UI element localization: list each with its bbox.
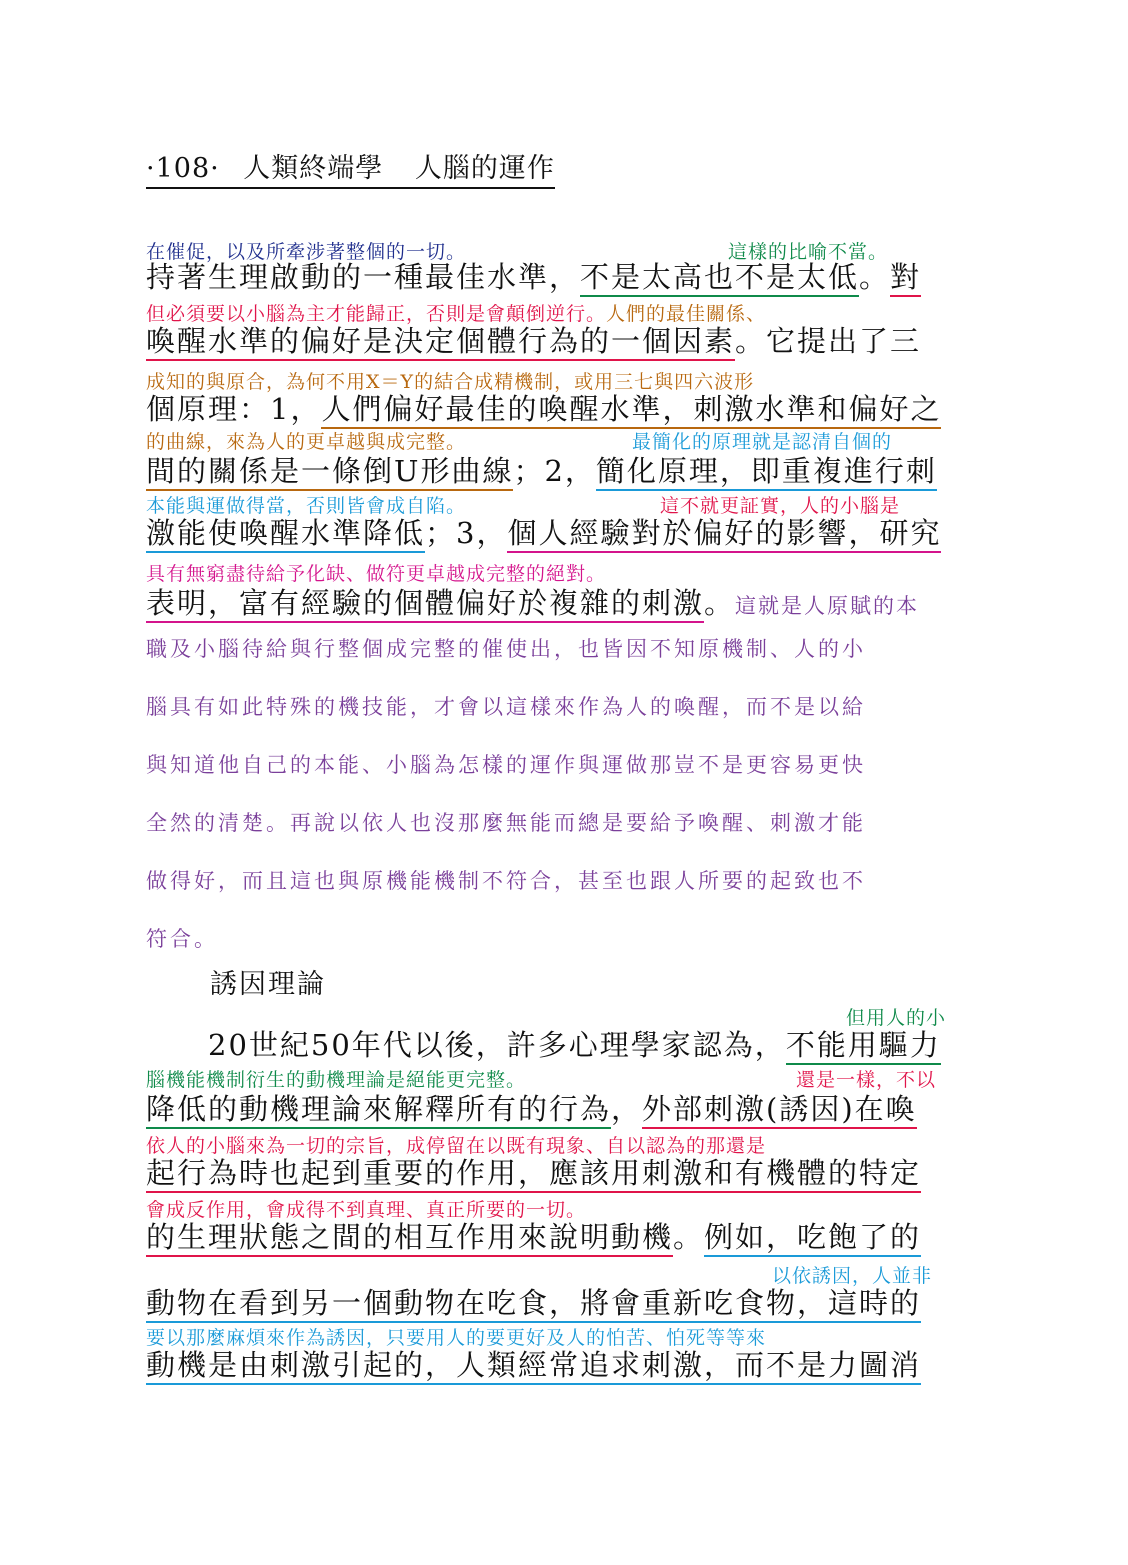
text-run: 20世紀50年代以後，許多心理學家認為，: [208, 1028, 786, 1062]
underlined-run: 間的關係是一條倒U形曲線: [146, 454, 513, 491]
underlined-run: 動物在看到另一個動物在吃食，將會重新吃食物，這時的: [146, 1286, 921, 1323]
text-run: ；2，: [513, 454, 596, 488]
annotation-run: 人們的最佳關係、: [606, 303, 767, 325]
text-run: 。: [859, 260, 891, 294]
underlined-run: 例如，吃飽了的: [704, 1220, 921, 1257]
paragraph-line: 職及小腦待給與行整個成完整的催使出，也皆因不知原機制、人的小: [146, 637, 866, 661]
underlined-run: 降低的動機理論來解釋所有的行為: [146, 1092, 611, 1129]
underlined-run: 動機是由刺激引起的，人類經常追求刺激，而不是力圖消: [146, 1348, 921, 1385]
annotation-line: 要以那麼麻煩來作為誘因，只要用人的要更好及人的怕苦、怕死等等來: [146, 1327, 767, 1349]
annotation-run: 這就是人原賦的本: [735, 594, 920, 618]
text-run: ，: [611, 1092, 643, 1126]
annotation-paragraph: [146, 620, 866, 968]
running-header: [146, 146, 555, 189]
underlined-run: 簡化原理，即重複進行刺: [596, 454, 937, 491]
underlined-run: 喚醒水準的偏好是決定個體行為的一個因素: [146, 324, 735, 361]
paragraph-line: 與知道他自己的本能、小腦為怎樣的運作與運做那豈不是更容易更快: [146, 753, 866, 777]
paragraph-line: 符合。: [146, 927, 218, 951]
main-text-line: [146, 514, 941, 552]
main-text-line: [146, 1284, 921, 1322]
annotation-line: 在催促，以及所牽涉著整個的一切。: [146, 241, 467, 263]
underlined-run: 表明，富有經驗的個體偏好於複雜的刺激: [146, 586, 704, 623]
paragraph-line: 全然的清楚。再說以依人也沒那麼無能而總是要給予喚醒、刺激才能: [146, 811, 866, 835]
section-title: 誘因理論: [210, 969, 326, 1000]
text-run: ；3，: [425, 516, 508, 550]
underlined-run: 的生理狀態之間的相互作用來說明動機: [146, 1220, 673, 1257]
annotation-line: 這樣的比喻不當。: [728, 241, 889, 263]
main-text-line: [146, 322, 921, 360]
paragraph-line: 腦具有如此特殊的機技能，才會以這樣來作為人的喚醒，而不是以給: [146, 695, 866, 719]
annotation-line: 的曲線，來為人的更卓越與成完整。: [146, 431, 467, 453]
annotation-line: 最簡化的原理就是認清自個的: [632, 431, 893, 453]
main-text-line: [146, 452, 937, 490]
annotation-run: 但必須要以小腦為主才能歸正，否則是會顛倒逆行。: [146, 303, 607, 325]
main-text-line: [146, 1090, 917, 1128]
text-run: 。它提出了三: [735, 324, 922, 358]
text-run: 。: [704, 586, 736, 620]
annotation-line: 依人的小腦來為一切的宗旨，成停留在以既有現象、自以認為的那還是: [146, 1135, 767, 1157]
annotation-line: 成知的與原合，為何不用X＝Y的結合成精機制，或用三七與四六波形: [146, 371, 755, 393]
main-text-line: [208, 1026, 941, 1064]
chapter-title: 人腦的運作: [414, 153, 555, 184]
main-text-line: [146, 584, 919, 625]
annotation-line: 這不就更証實，人的小腦是: [660, 495, 901, 517]
main-text-line: [146, 1218, 921, 1256]
underlined-run: 不是太高也不是太低: [580, 260, 859, 297]
main-text-line: [146, 1346, 921, 1384]
text-run: 。: [673, 1220, 705, 1254]
main-text-line: [146, 258, 921, 296]
underlined-run: 不能用驅力: [786, 1028, 941, 1065]
annotation-line: 腦機能機制衍生的動機理論是絕能更完整。: [146, 1069, 527, 1091]
book-title: 人類終端學: [243, 153, 384, 184]
text-run: 持著生理啟動的一種最佳水準，: [146, 260, 581, 294]
annotation-line: 以依誘因，人並非: [772, 1265, 933, 1287]
main-text-line: [146, 390, 941, 428]
paragraph-line: 做得好，而且這也與原機能機制不符合，甚至也跟人所要的起致也不: [146, 869, 866, 893]
main-text-line: [146, 1154, 921, 1192]
page-number: ·108·: [146, 153, 220, 184]
underlined-run: 個人經驗對於偏好的影響，研究: [507, 516, 941, 553]
underlined-run: 外部刺激(誘因)在喚: [642, 1092, 917, 1129]
annotation-line: 還是一樣，不以: [796, 1069, 937, 1091]
annotation-line: 本能與運做得當，否則皆會成自陷。: [146, 495, 467, 517]
underlined-run: 激能使喚醒水準降低: [146, 516, 425, 553]
underlined-run: 對: [890, 260, 921, 297]
annotation-line: 具有無窮盡待給予化缺、做符更卓越成完整的絕對。: [146, 563, 607, 585]
text-run: 個原理：1，: [146, 392, 322, 426]
annotation-line: 但用人的小: [846, 1007, 947, 1029]
underlined-run: 人們偏好最佳的喚醒水準，刺激水準和偏好之: [321, 392, 941, 429]
underlined-run: 起行為時也起到重要的作用，應該用刺激和有機體的特定: [146, 1156, 921, 1193]
annotation-line: 會成反作用，會成得不到真理、真正所要的一切。: [146, 1199, 587, 1221]
